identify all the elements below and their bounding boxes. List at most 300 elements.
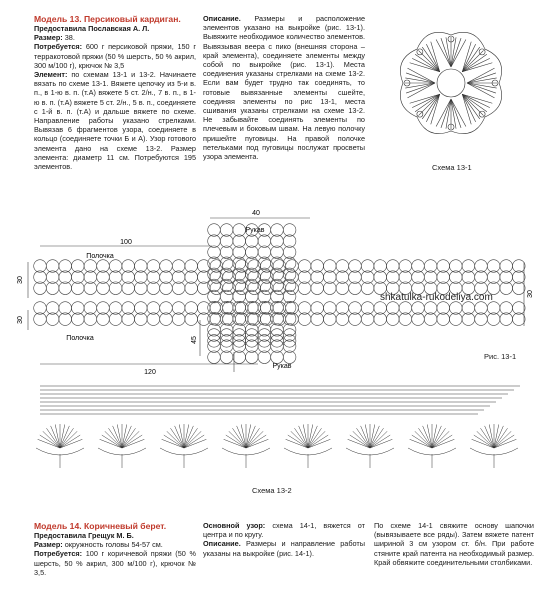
pattern-element (412, 302, 425, 315)
pattern-element (336, 282, 349, 295)
pattern-element (437, 271, 450, 284)
pattern-element (271, 301, 284, 314)
pattern-element (198, 313, 211, 326)
model13-desc-label: Описание. (203, 14, 241, 23)
pattern-element (122, 282, 135, 295)
pattern-element (283, 335, 296, 348)
pattern-element (387, 260, 400, 273)
pattern-element (122, 271, 135, 284)
pattern-element (233, 235, 246, 248)
scheme-fan-base (160, 448, 208, 455)
model14-pattern: схема 14-1, вяжется от центра и по кругу. (203, 521, 366, 540)
pattern-element (233, 246, 246, 259)
scheme-fan-stitch (370, 431, 387, 448)
pattern-element (271, 235, 284, 248)
pattern-element (248, 313, 261, 326)
motif-stitch (406, 83, 435, 93)
pattern-element (223, 313, 236, 326)
model14-desc-label: Описание. (203, 539, 241, 549)
pattern-element (258, 340, 271, 353)
pattern-element (97, 313, 110, 326)
pattern-element (246, 323, 259, 336)
pattern-element (387, 302, 400, 315)
model14-column-middle (203, 521, 365, 558)
scheme-fan-stitch (353, 431, 370, 448)
pattern-element (246, 312, 259, 325)
pattern-element (220, 329, 233, 342)
model14-desc: Размеры и направление работы указаны на выкройке (рис. 14-1). (203, 539, 366, 558)
pattern-element (223, 302, 236, 315)
model13-desc: Размеры и расположение элементов указано на выкройке (рис. 13-1). Вывяжите необходимое количество элементов. Вывязывая веера с пико (внешняя сторона – край элемента), соединяете элементы между собой по выкройке (рис. 13-1). Места соединения указаны стрелками на схеме 13-2. Если вам будет трудно так соединять, то готовые вывязанные элементы сшейте, соединяя элементы по рис 13-1, места сшивания указаны стрелками на схеме 13-2. Не забывайте соединять элементы по плечевым и боковым швам. На левую полочку пришейте пуговицы. На правой полочке петельками под пуговицы послужат просветы узора элемента. (203, 14, 365, 162)
pattern-element (450, 271, 463, 284)
pattern-element (324, 271, 337, 284)
pattern-element (361, 302, 374, 315)
pattern-element (349, 260, 362, 273)
motif-stitch (415, 94, 440, 111)
pattern-element (208, 224, 221, 237)
pattern-element (450, 302, 463, 315)
model14-col3: По схеме 14-1 свяжите основу шапочки (вывязываете все ряды). Затем вяжете патент шириной 3 см узором ст. б/н. При работе стяните край патента на необходимый размер. Край обвяжите соединительными столбиками. (374, 521, 534, 567)
pattern-element (271, 290, 284, 303)
motif-stitch (462, 54, 487, 71)
pattern-element (258, 335, 271, 348)
motif-chain-arc (417, 32, 451, 49)
model13-title: Модель 13. Персиковый кардиган. (34, 14, 181, 24)
motif-center-ring (437, 69, 465, 97)
motif-chain-arc (485, 83, 502, 117)
pattern-element (513, 282, 526, 295)
pattern-element (220, 340, 233, 353)
pattern-element (298, 302, 311, 315)
pattern-element (97, 302, 110, 315)
motif-stitch (451, 38, 461, 67)
pattern-element (513, 313, 526, 326)
scheme-fan-stitch (308, 431, 325, 448)
pattern-element (349, 313, 362, 326)
pattern-element (135, 260, 148, 273)
pattern-element (500, 302, 513, 315)
pattern-element (246, 290, 259, 303)
model13-column-left (34, 14, 196, 171)
pattern-element (84, 271, 97, 284)
model13-need-label: Потребуется: (34, 42, 83, 52)
pattern-element (374, 302, 387, 315)
motif-stitch (415, 54, 440, 71)
motif-chain-arc (451, 32, 485, 49)
motif-chain-arc (451, 117, 485, 134)
pattern-element (220, 312, 233, 325)
pattern-element (437, 313, 450, 326)
pattern-element (109, 282, 122, 295)
model13-need: 600 г персиковой пряжи, 150 г терракотовой пряжи (50 % шерсть, 50 % акрил, 300 м/100 г), крючок № 3,5 (34, 42, 197, 70)
pattern-element (172, 271, 185, 284)
model14-size: окружность головы 54-57 см. (64, 540, 163, 550)
pattern-element (286, 302, 299, 315)
model14-author: Грещук М. Б. (88, 531, 134, 540)
model14-column-right (374, 521, 534, 567)
pattern-element (208, 312, 221, 325)
motif-stitch (422, 47, 439, 72)
pattern-element (324, 302, 337, 315)
model13-element-label: Элемент: (34, 70, 68, 80)
pattern-element (122, 313, 135, 326)
pattern-element (46, 282, 59, 295)
pattern-element (246, 340, 259, 353)
scheme-13-2-diagram (30, 378, 530, 478)
dim-100: 100 (120, 239, 132, 246)
pattern-element (208, 301, 221, 314)
pattern-element (72, 302, 85, 315)
pattern-element (185, 260, 198, 273)
pattern-element (34, 260, 47, 273)
pattern-element (135, 313, 148, 326)
pattern-element (261, 302, 274, 315)
pattern-element (271, 340, 284, 353)
pattern-element (462, 271, 475, 284)
pattern-element (412, 313, 425, 326)
pattern-element (46, 271, 59, 284)
pattern-element (283, 290, 296, 303)
pattern-element (258, 351, 271, 364)
pattern-element (336, 302, 349, 315)
pattern-element (246, 235, 259, 248)
pattern-element (311, 302, 324, 315)
pattern-element (424, 313, 437, 326)
label-front-bottom: Полочка (66, 335, 94, 342)
motif-stitch (441, 38, 451, 67)
pattern-element (172, 282, 185, 295)
pattern-element (349, 271, 362, 284)
pattern-element (172, 302, 185, 315)
pattern-element (487, 271, 500, 284)
model14-need: 100 г коричневой пряжи (50 % шерсть, 50 % акрил, 300 м/100 г), крючок № 3,5. (34, 549, 196, 577)
label-front-top: Полочка (86, 253, 114, 260)
pattern-element (235, 302, 248, 315)
dim-30-left-top: 30 (17, 276, 24, 284)
pattern-element (283, 312, 296, 325)
pattern-element (361, 260, 374, 273)
pattern-element (233, 301, 246, 314)
pattern-element (135, 282, 148, 295)
pattern-element (172, 313, 185, 326)
pattern-element (220, 351, 233, 364)
pattern-element (210, 302, 223, 315)
pattern-element (84, 313, 97, 326)
pattern-element (46, 260, 59, 273)
pattern-element (273, 302, 286, 315)
scheme-13-2-caption: Схема 13-2 (252, 486, 292, 495)
pattern-element (160, 302, 173, 315)
model13-size: 38. (64, 33, 75, 43)
model13-author: Пославская А. Л. (88, 24, 150, 33)
pattern-element (34, 313, 47, 326)
pattern-element (147, 271, 160, 284)
pattern-element (374, 313, 387, 326)
pattern-element (185, 302, 198, 315)
pattern-element (208, 351, 221, 364)
pattern-element (109, 313, 122, 326)
pattern-element (349, 282, 362, 295)
pattern-element (46, 302, 59, 315)
motif-chain-arc (417, 117, 451, 134)
model13-element: по схемам 13-1 и 13-2. Начинаете вязать по схеме 13-1. Вяжете цепочку из 5-и в. п., в 1-ю в. п. (т.А) вяжете 5 ст. 2/н., 7 в. п., в 1-ю в. п. (т.А) вяжете 5 ст. 2/н., 5 в. п., соединяете с 1-й в. п. (т.А) и дальше вяжете по схеме. Направление работы указано стрелками. Вывязав 6 фрагментов узора, соединяете в кольцо (соединяете точки Б и А). Узор готового элемента дано на схеме 13-2. Размер элемента: диаметр 11 см. Потребуются 195 элементов. (34, 70, 197, 172)
label-sleeve-top: Рукав (245, 227, 265, 234)
pattern-element (487, 302, 500, 315)
scheme-13-1-diagram (376, 8, 526, 158)
motif-stitch (462, 94, 479, 119)
dim-40: 40 (252, 210, 260, 217)
pattern-element (147, 313, 160, 326)
pattern-element (283, 340, 296, 353)
pattern-element (208, 235, 221, 248)
scheme-fan-stitch (415, 431, 432, 448)
scheme-fan-base (98, 448, 146, 455)
pattern-element (283, 329, 296, 342)
pattern-element (271, 351, 284, 364)
pattern-element (258, 329, 271, 342)
pattern-element (246, 301, 259, 314)
pattern-element (374, 260, 387, 273)
motif-stitch (441, 99, 451, 128)
pattern-element (487, 313, 500, 326)
motif-stitch (406, 73, 435, 83)
motif-chain-arc (400, 49, 417, 83)
scheme-fan-stitch (167, 431, 184, 448)
motif-stitch (467, 83, 496, 93)
motif-chain-arc (400, 83, 417, 117)
pattern-element (361, 271, 374, 284)
pattern-element (172, 260, 185, 273)
pattern-element (500, 313, 513, 326)
pattern-element (72, 271, 85, 284)
scheme-fan-stitch (60, 431, 77, 448)
pattern-element (298, 313, 311, 326)
scheme-fan-base (346, 448, 394, 455)
pattern-element (208, 290, 221, 303)
pattern-element (298, 271, 311, 284)
pattern-element (311, 271, 324, 284)
pattern-element (208, 246, 221, 259)
scheme-fan-base (36, 448, 84, 455)
pattern-element (220, 246, 233, 259)
model14-need-label: Потребуется: (34, 549, 83, 559)
model14-column-left (34, 521, 196, 577)
pattern-element (324, 282, 337, 295)
dim-30-left-bottom: 30 (17, 316, 24, 324)
pattern-element (258, 301, 271, 314)
pattern-element (283, 301, 296, 314)
pattern-element (233, 323, 246, 336)
pattern-element (160, 260, 173, 273)
pattern-element (220, 224, 233, 237)
pattern-element (475, 302, 488, 315)
pattern-element (500, 282, 513, 295)
pattern-element (500, 271, 513, 284)
pattern-element (361, 282, 374, 295)
motif-chain-arc (485, 49, 502, 83)
pattern-element (336, 313, 349, 326)
pattern-element (233, 335, 246, 348)
pattern-element (59, 313, 72, 326)
pattern-element (233, 312, 246, 325)
pattern-element (160, 271, 173, 284)
pattern-element (109, 271, 122, 284)
pattern-element (97, 282, 110, 295)
model13-size-label: Размер: (34, 33, 63, 43)
pattern-element (298, 282, 311, 295)
pattern-element (160, 313, 173, 326)
pattern-element (233, 290, 246, 303)
pattern-element (258, 235, 271, 248)
model14-pattern-label: Основной узор: (203, 521, 266, 530)
pattern-element (336, 271, 349, 284)
pattern-element (59, 271, 72, 284)
pattern-element (283, 323, 296, 336)
scheme-fan-stitch (432, 431, 449, 448)
pattern-element (424, 260, 437, 273)
pattern-element (59, 260, 72, 273)
pattern-element (324, 260, 337, 273)
pattern-element (283, 235, 296, 248)
pattern-element (34, 302, 47, 315)
pattern-element (475, 271, 488, 284)
pattern-element (387, 271, 400, 284)
pattern-element (412, 260, 425, 273)
pattern-element (97, 271, 110, 284)
pattern-element (208, 323, 221, 336)
pattern-element (258, 290, 271, 303)
label-sleeve-bottom: Рукав (272, 363, 292, 370)
dim-30-right: 30 (527, 290, 534, 298)
pattern-element (513, 260, 526, 273)
pattern-element (387, 313, 400, 326)
pattern-element (286, 313, 299, 326)
pattern-element (59, 282, 72, 295)
pattern-element (109, 302, 122, 315)
pattern-element (147, 260, 160, 273)
pattern-element (84, 260, 97, 273)
fig-13-1-caption: Рис. 13-1 (484, 352, 517, 361)
pattern-element (246, 329, 259, 342)
model14-title: Модель 14. Коричневый берет. (34, 521, 167, 531)
scheme-13-1-caption: Схема 13-1 (432, 163, 472, 172)
pattern-element (283, 246, 296, 259)
model13-column-middle (203, 14, 365, 161)
pattern-element (273, 313, 286, 326)
pattern-element (437, 260, 450, 273)
pattern-element (220, 235, 233, 248)
pattern-element (475, 313, 488, 326)
pattern-element (462, 260, 475, 273)
scheme-fan-stitch (105, 431, 122, 448)
pattern-element (147, 282, 160, 295)
pattern-element (72, 260, 85, 273)
pattern-element (437, 302, 450, 315)
pattern-element (258, 312, 271, 325)
model14-size-label: Размер: (34, 540, 63, 550)
scheme-fan-stitch (494, 431, 511, 448)
dim-45: 45 (191, 336, 198, 344)
pattern-element (208, 340, 221, 353)
pattern-element (286, 260, 299, 273)
pattern-element (374, 271, 387, 284)
pattern-element (135, 302, 148, 315)
pattern-element (233, 340, 246, 353)
pattern-element (233, 224, 246, 237)
pattern-element (84, 302, 97, 315)
pattern-element (109, 260, 122, 273)
pattern-element (283, 224, 296, 237)
pattern-element (147, 302, 160, 315)
pattern-element (513, 302, 526, 315)
pattern-element (424, 302, 437, 315)
scheme-fan-stitch (184, 431, 201, 448)
dim-120: 120 (144, 369, 156, 376)
pattern-element (122, 302, 135, 315)
pattern-element (424, 271, 437, 284)
pattern-element (122, 260, 135, 273)
motif-stitch (467, 73, 496, 83)
pattern-element (72, 313, 85, 326)
scheme-fan-stitch (246, 431, 263, 448)
pattern-element (72, 282, 85, 295)
pattern-element (84, 282, 97, 295)
pattern-element (349, 302, 362, 315)
scheme-fan-stitch (291, 431, 308, 448)
pattern-element (248, 302, 261, 315)
model14-author-label: Предоставила (34, 531, 87, 540)
pattern-element (271, 323, 284, 336)
watermark: shkatulka-rukodeliya.com (380, 292, 493, 303)
pattern-element (487, 260, 500, 273)
pattern-element (185, 282, 198, 295)
pattern-element (258, 323, 271, 336)
pattern-element (283, 351, 296, 364)
pattern-element (220, 290, 233, 303)
pattern-element (59, 302, 72, 315)
pattern-element (271, 312, 284, 325)
scheme-fan-base (284, 448, 332, 455)
pattern-element (462, 313, 475, 326)
pattern-element (450, 260, 463, 273)
pattern-element (220, 323, 233, 336)
pattern-element (311, 313, 324, 326)
pattern-element (361, 313, 374, 326)
motif-stitch (462, 47, 479, 72)
pattern-element (198, 302, 211, 315)
pattern-element (185, 313, 198, 326)
scheme-fan-stitch (229, 431, 246, 448)
pattern-element (271, 335, 284, 348)
pattern-element (271, 329, 284, 342)
pattern-element (160, 282, 173, 295)
scheme-fan-base (222, 448, 270, 455)
pattern-element (311, 260, 324, 273)
pattern-element (135, 271, 148, 284)
pattern-element (450, 313, 463, 326)
pattern-element (500, 260, 513, 273)
pattern-element (399, 302, 412, 315)
pattern-element (97, 260, 110, 273)
pattern-element (271, 224, 284, 237)
pattern-element (246, 335, 259, 348)
motif-stitch (422, 94, 439, 119)
pattern-element (286, 282, 299, 295)
pattern-element (336, 260, 349, 273)
pattern-element (235, 313, 248, 326)
pattern-element (324, 313, 337, 326)
pattern-element (298, 260, 311, 273)
